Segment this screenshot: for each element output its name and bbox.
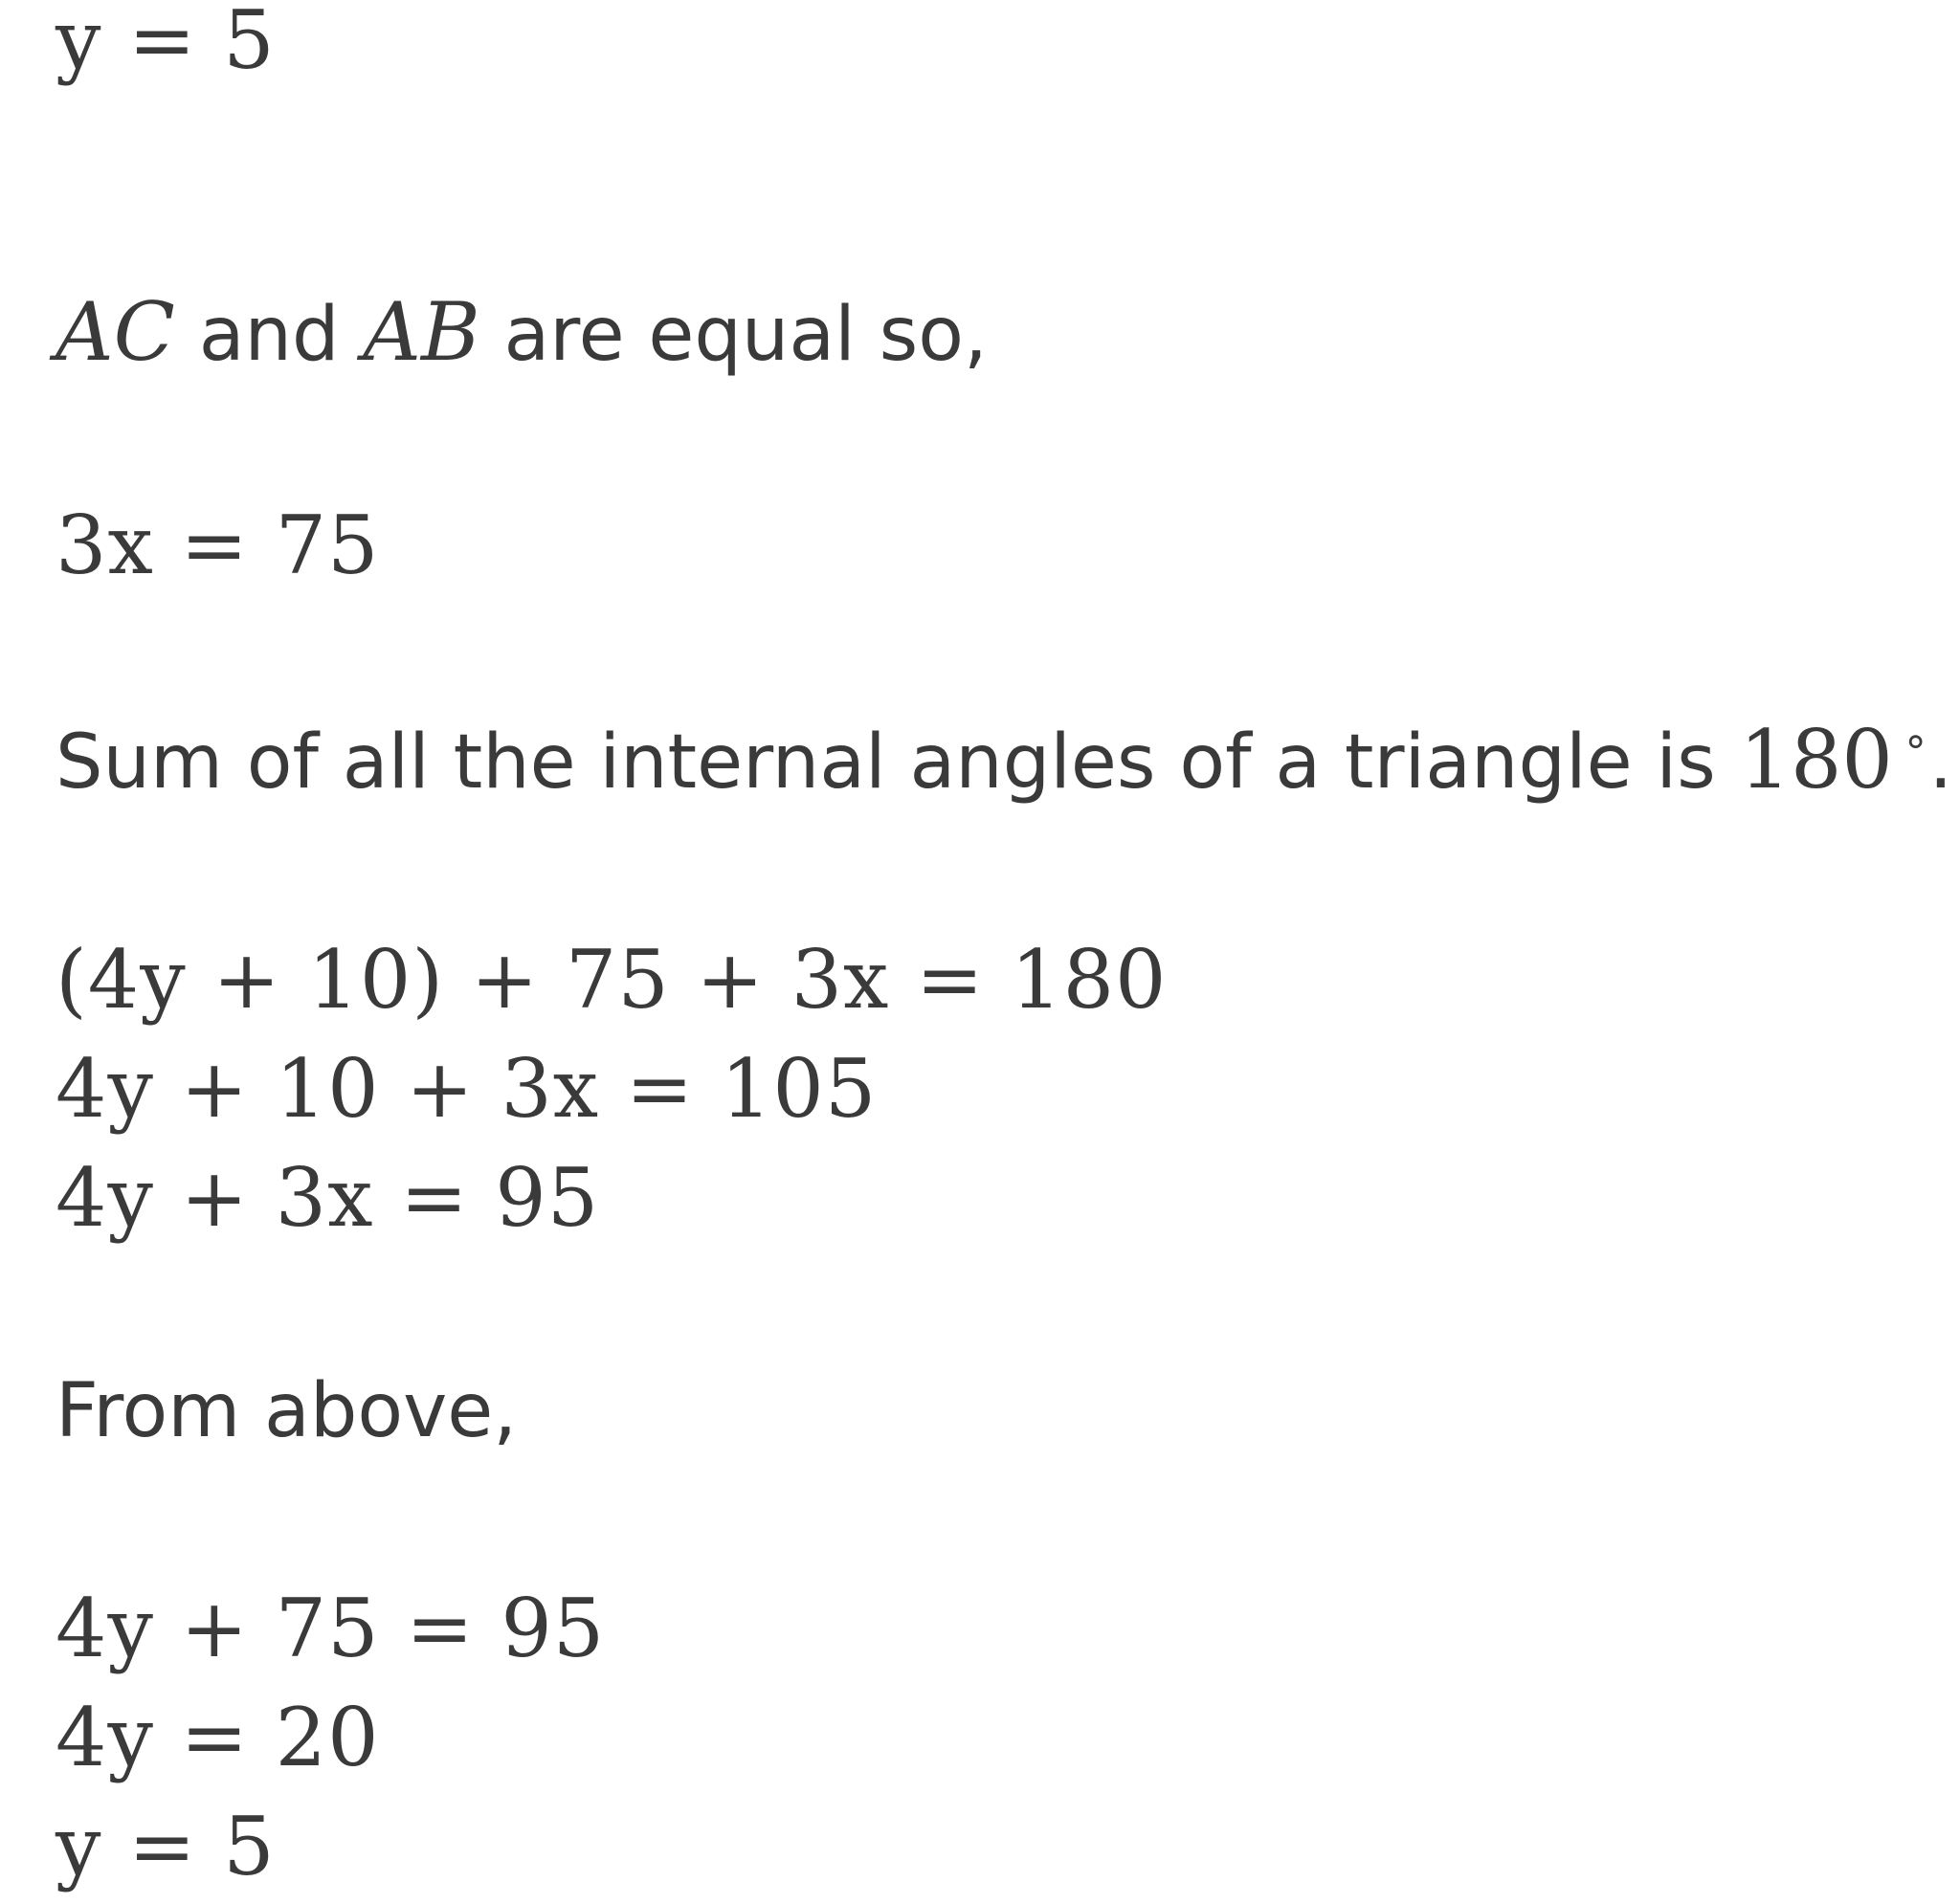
equation-simplified-105 — [56, 1042, 878, 1136]
period: . — [1928, 720, 1953, 806]
equation-4y-20 — [56, 1691, 380, 1784]
equation-angle-sum — [56, 933, 1168, 1027]
degree-symbol: ∘ — [1902, 717, 1929, 765]
value-180: 180 — [1739, 713, 1893, 807]
equation-text: y = 5 — [56, 0, 276, 87]
text-angle-sum: Sum of all the internal angles of a triangle is — [56, 720, 1740, 806]
statement-angle-sum — [56, 713, 1953, 807]
equation-text: 4y = 20 — [56, 1691, 380, 1784]
text-from-above: From above, — [56, 1368, 518, 1454]
equation-4y-3x-95 — [56, 1151, 600, 1245]
equation-y-equals-5-bottom — [56, 1800, 276, 1893]
statement-from-above — [56, 1368, 518, 1454]
text-and: and — [174, 292, 364, 378]
segment-ac: AC — [56, 285, 175, 379]
segment-ab: AB — [363, 285, 480, 379]
equation-4y-75-95 — [56, 1582, 606, 1675]
statement-ac-ab-equal — [56, 285, 988, 379]
equation-text: y = 5 — [56, 1800, 276, 1893]
equation-y-equals-5-top — [56, 0, 276, 87]
equation-text: (4y + 10) + 75 + 3x = 180 — [56, 933, 1168, 1027]
equation-text: 4y + 10 + 3x = 105 — [56, 1042, 878, 1136]
equation-3x-equals-75 — [56, 498, 380, 592]
equation-text: 3x = 75 — [56, 498, 380, 592]
equation-text: 4y + 3x = 95 — [56, 1151, 600, 1245]
equation-text: 4y + 75 = 95 — [56, 1582, 606, 1675]
text-are-equal-so: are equal so, — [479, 292, 988, 378]
